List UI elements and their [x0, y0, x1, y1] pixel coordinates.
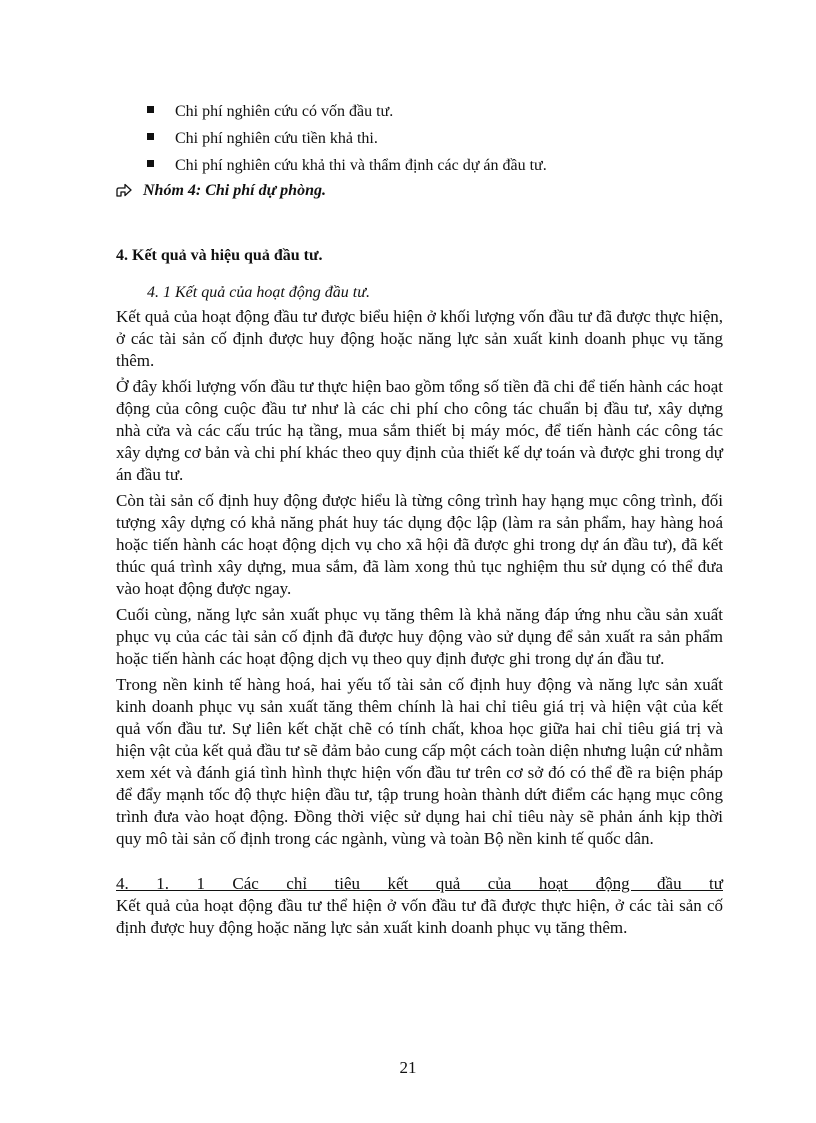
page-number: 21	[399, 1058, 417, 1077]
list-item-text: Chi phí nghiên cứu có vốn đầu tư.	[175, 103, 394, 120]
body-paragraph: Còn tài sản cố định huy động được hiểu là từng công trình hay hạng mục công trình, đối tượng xây dựng có khả năng phát huy tác dụng độc lập (làm ra sản phẩm, hay hàng hoá hoặc tiến hành các hoạt động dịch vụ cho xã hội đã được ghi trong dự án đầu tư), đã kết thúc quá trình xây dựng, mua sắm, đã làm xong thủ tục nghiệm thu sử dụng có thể đưa vào hoạt động được ngay.	[116, 491, 723, 598]
cost-bullet-list	[116, 98, 723, 179]
square-bullet-icon	[147, 160, 154, 167]
subsection-heading: 4. 1 Kết quả của hoạt động đầu tư.	[147, 284, 370, 301]
subsubsection-heading: 4. 1. 1 Các chỉ tiêu kết quả của hoạt động đầu tư	[116, 874, 723, 893]
list-item-text: Chi phí nghiên cứu khả thi và thẩm định các dự án đầu tư.	[175, 157, 547, 174]
list-item	[116, 98, 723, 125]
hand-arrow-icon	[116, 183, 132, 197]
list-item-text: Chi phí nghiên cứu tiền khả thi.	[175, 130, 378, 147]
section-heading: 4. Kết quả và hiệu quả đầu tư.	[116, 247, 323, 264]
list-item	[116, 125, 723, 152]
group-heading	[116, 177, 723, 204]
body-paragraph: Ở đây khối lượng vốn đầu tư thực hiện bao gồm tổng số tiền đã chi để tiến hành các hoạt động của công cuộc đầu tư như là các chi phí cho công tác chuẩn bị đầu tư, xây dựng nhà cửa và các cấu trúc hạ tầng, mua sắm thiết bị máy móc, để tiến hành các công tác xây dựng cơ bản và chi phí khác theo quy định của thiết kế dự toán và được ghi trong dự án đầu tư.	[116, 377, 723, 484]
square-bullet-icon	[147, 133, 154, 140]
square-bullet-icon	[147, 106, 154, 113]
closing-paragraph: Kết quả của hoạt động đầu tư thể hiện ở vốn đầu tư đã được thực hiện, ở các tài sản cố định được huy động hoặc năng lực sản xuất kinh doanh phục vụ tăng thêm.	[116, 896, 723, 937]
body-paragraph: Kết quả của hoạt động đầu tư được biểu hiện ở khối lượng vốn đầu tư đã được thực hiện, ở các tài sản cố định được huy động hoặc năng lực sản xuất kinh doanh phục vụ tăng thêm.	[116, 307, 723, 370]
document-page	[116, 98, 723, 939]
group-heading-text: Nhóm 4: Chi phí dự phòng.	[143, 182, 326, 199]
list-item	[116, 152, 723, 179]
body-paragraph: Trong nền kinh tế hàng hoá, hai yếu tố tài sản cố định huy động và năng lực sản xuất kinh doanh phục vụ sản xuất tăng thêm chính là hai chỉ tiêu giá trị và hiện vật của kết quả vốn đầu tư. Sự liên kết chặt chẽ có tính chất, khoa học giữa hai chỉ tiêu giá trị và hiện vật của kết quả đầu tư sẽ đảm bảo cung cấp một cách toàn diện nhưng luận cứ nhằm xem xét và đánh giá tình hình thực hiện vốn đầu tư trên cơ sở đó có thể đề ra biện pháp để đẩy mạnh tốc độ thực hiện đầu tư, tập trung hoàn thành dứt điểm các hạng mục công trình đưa vào hoạt động. Đồng thời việc sử dụng hai chỉ tiêu này sẽ phản ánh kịp thời quy mô tài sản cố định trong các ngành, vùng và toàn Bộ nền kinh tế quốc dân.	[116, 675, 723, 848]
body-paragraph: Cuối cùng, năng lực sản xuất phục vụ tăng thêm là khả năng đáp ứng nhu cầu sản xuất phục vụ của các tài sản cố định đã được huy động vào sử dụng để sản xuất ra sản phẩm hoặc tiến hành các hoạt động dịch vụ theo quy định được ghi trong dự án đầu tư.	[116, 605, 723, 668]
